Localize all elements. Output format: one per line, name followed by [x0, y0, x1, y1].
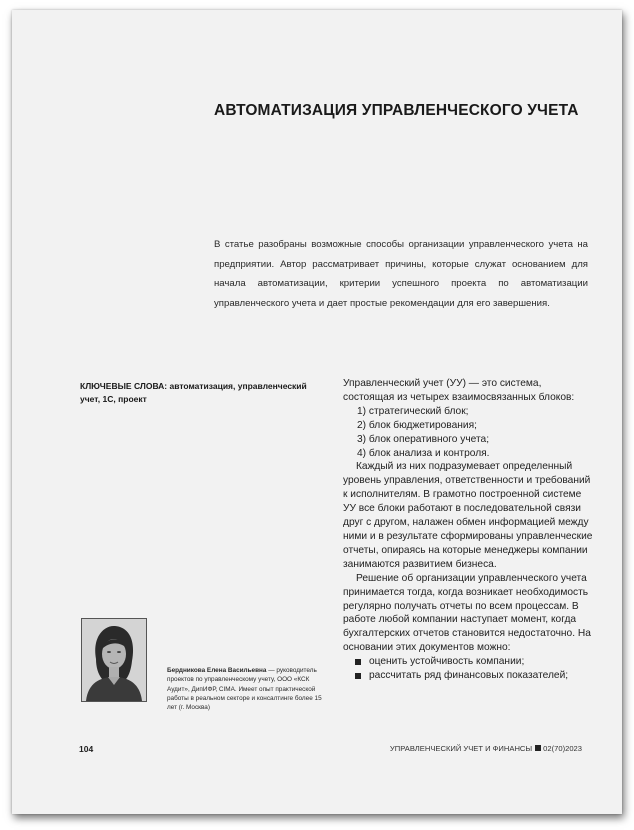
bullet-list-item	[343, 655, 593, 669]
document-page	[12, 10, 622, 814]
square-bullet-icon	[355, 673, 361, 679]
author-description: — руководитель проектов по управленческому учету, ООО «КСК Аудит», ДипИФР, CIMA. Имеет опыт практической работы в реальном секторе и консалтинге более 15 лет (г. Москва)	[167, 667, 322, 712]
body-paragraph: Каждый из них подразумевает определенный уровень управления, ответственности и требований к исполнителям. В грамотно построенной системе УУ все блоки работают в последовательной связи друг с другом, налажен обмен информацией между ними и в результате сформированы управленческие отчеты, опираясь на которые менеджеры компании занимаются развитием бизнеса.	[343, 461, 593, 570]
author-name: Бердникова Елена Васильевна	[167, 667, 267, 674]
square-separator-icon	[535, 745, 541, 751]
issue-number: 02(70)2023	[543, 744, 582, 753]
running-footer	[390, 744, 582, 753]
keywords: КЛЮЧЕВЫЕ СЛОВА: автоматизация, управленческий учет, 1С, проект	[80, 381, 307, 404]
journal-name: УПРАВЛЕНЧЕСКИЙ УЧЕТ И ФИНАНСЫ	[389, 744, 533, 753]
bullet-text: оценить устойчивость компании;	[369, 656, 525, 668]
author-photo	[81, 618, 147, 702]
block-list-item: 4) блок анализа и контроля.	[357, 447, 490, 459]
article-title: АВТОМАТИЗАЦИЯ УПРАВЛЕНЧЕСКОГО УЧЕТА	[214, 102, 579, 119]
bullet-text: рассчитать ряд финансовых показателей;	[369, 670, 569, 682]
author-bio	[167, 666, 323, 712]
block-list-item: 1) стратегический блок;	[357, 405, 469, 417]
block-list-item: 2) блок бюджетирования;	[357, 419, 477, 431]
body-intro: Управленческий учет (УУ) — это система, состоящая из четырех взаимосвязанных блоков:	[343, 378, 575, 403]
bullet-list-item	[343, 669, 593, 683]
body-paragraph: Решение об организации управленческого учета принимается тогда, когда возникает необходимость регулярно получать отчеты по всем процессам. В работе любой компании наступает момент, когда бухгалтерских отчетов становится недостаточно. На основании этих документов можно:	[343, 572, 591, 654]
article-abstract: В статье разобраны возможные способы организации управленческого учета на предприятии. Автор рассматривает причины, которые служат основанием для начала автоматизации, критерии успешного проекта по автоматизации управленческого учета и дает простые рекомендации для его завершения.	[214, 239, 588, 309]
article-body	[343, 377, 593, 683]
block-list-item: 3) блок оперативного учета;	[357, 433, 490, 445]
page-number: 104	[79, 744, 94, 754]
square-bullet-icon	[355, 659, 361, 665]
